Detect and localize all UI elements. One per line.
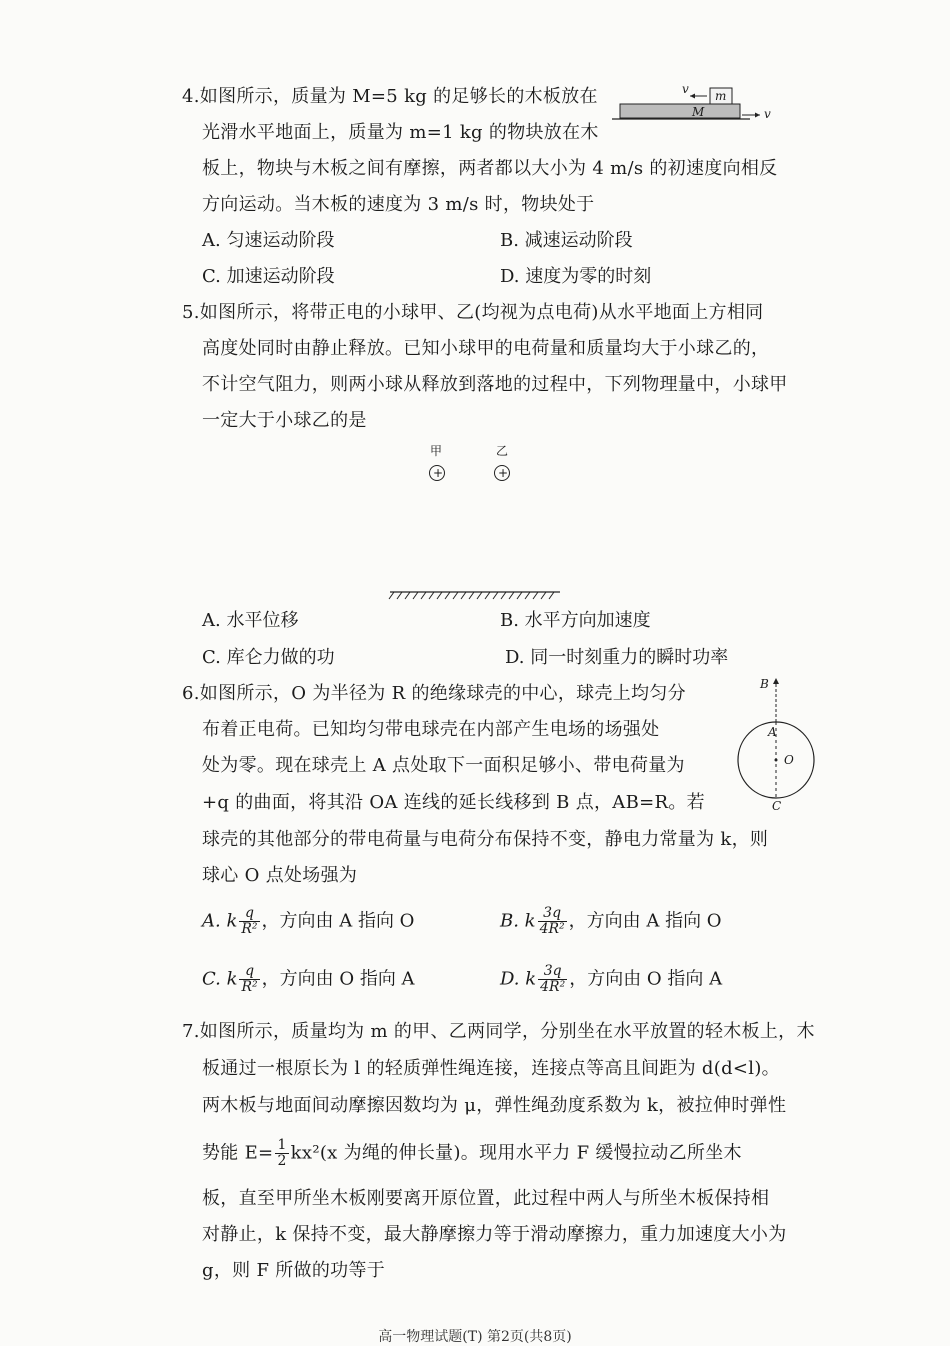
q7-l4-prefix: 势能 E= [202, 1142, 274, 1164]
q7-line5: 板，直至甲所坐木板刚要离开原位置，此过程中两人与所坐木板保持相 [202, 1188, 770, 1209]
page-footer: 高一物理试题(T) 第2页(共8页) [378, 1329, 572, 1345]
q4-line2: 光滑水平地面上，质量为 m=1 kg 的物块放在木 [202, 122, 599, 143]
q6-d-fraction [538, 964, 567, 995]
hatch-mark [389, 592, 394, 599]
q6-a-suffix: ，方向由 A 指向 O [261, 910, 415, 932]
q5-option-c: C. 库仑力做的功 [202, 647, 335, 668]
q7-line6: 对静止，k 保持不变，最大静摩擦力等于滑动摩擦力，重力加速度大小为 [202, 1224, 787, 1245]
hatch-mark [413, 592, 418, 599]
q6-option-a [202, 906, 414, 937]
q4-line3: 板上，物块与木板之间有摩擦，两者都以大小为 4 m/s 的初速度向相反 [202, 158, 778, 179]
q6-option-b [500, 906, 722, 937]
q6-c-suffix: ，方向由 O 指向 A [261, 968, 415, 990]
q7-l4-num: 1 [277, 1137, 287, 1153]
arrow-B-head [773, 678, 779, 684]
q4-option-d: D. 速度为零的时刻 [500, 266, 652, 287]
q5-option-a: A. 水平位移 [202, 610, 299, 631]
label-jia: 甲 [430, 444, 443, 458]
hatch-mark [397, 592, 402, 599]
q4-figure [610, 82, 780, 142]
q7-line1: 7.如图所示，质量均为 m 的甲、乙两同学，分别坐在水平放置的轻木板上，木 [182, 1021, 815, 1042]
q6-line3: 处为零。现在球壳上 A 点处取下一面积足够小、带电荷量为 [202, 755, 685, 776]
hatch-mark [445, 592, 450, 599]
hatch-mark [549, 592, 554, 599]
block-arrow-head [690, 94, 695, 99]
q5-line3: 不计空气阻力，则两小球从释放到落地的过程中，下列物理量中，小球甲 [202, 374, 788, 395]
q6-b-suffix: ，方向由 A 指向 O [568, 910, 722, 932]
q6-a-fraction [239, 906, 259, 937]
q4-option-c: C. 加速运动阶段 [202, 266, 335, 287]
ball-jia-plus: + [433, 466, 444, 480]
hatch-mark [477, 592, 482, 599]
label-C: C [772, 799, 782, 813]
q7-l4-suffix: kx²(x 为绳的伸长量)。现用水平力 F 缓慢拉动乙所坐木 [290, 1142, 742, 1164]
hatch-mark [405, 592, 410, 599]
q5-line1: 5.如图所示，将带正电的小球甲、乙(均视为点电荷)从水平地面上方相同 [182, 302, 764, 323]
q4-option-b: B. 减速运动阶段 [500, 230, 633, 251]
hatch-mark [429, 592, 434, 599]
ball-yi-plus: + [498, 466, 509, 480]
hatch-mark [493, 592, 498, 599]
q6-b-num: 3q [538, 906, 567, 922]
q7-line2: 板通过一根原长为 l 的轻质弹性绳连接，连接点等高且间距为 d(d<l)。 [202, 1058, 780, 1079]
q4-line1: 4.如图所示，质量为 M=5 kg 的足够长的木板放在 [182, 86, 598, 107]
q6-option-d [500, 964, 722, 995]
q6-a-den: R² [241, 921, 258, 937]
label-B: B [760, 677, 769, 691]
label-m: m [715, 89, 727, 103]
q6-line6: 球心 O 点处场强为 [202, 865, 358, 886]
hatch-mark [485, 592, 490, 599]
hatch-mark [517, 592, 522, 599]
q5-option-d: D. 同一时刻重力的瞬时功率 [505, 647, 729, 668]
center-O [775, 759, 778, 762]
hatch-mark [509, 592, 514, 599]
q4-line4: 方向运动。当木板的速度为 3 m/s 时，物块处于 [202, 194, 595, 215]
q6-a-prefix: A. k [202, 910, 238, 932]
label-O: O [784, 753, 794, 767]
q7-l4-den: 2 [277, 1153, 287, 1169]
q7-line4 [202, 1138, 742, 1169]
q6-d-den: 4R² [540, 979, 566, 995]
label-v-left: v [682, 82, 689, 96]
q6-c-num: q [239, 964, 259, 980]
hatch-mark [541, 592, 546, 599]
ground-hatch [389, 592, 554, 599]
hatch-mark [437, 592, 442, 599]
q6-line1: 6.如图所示，O 为半径为 R 的绝缘球壳的中心，球壳上均匀分 [182, 683, 686, 704]
q7-line3: 两木板与地面间动摩擦因数均为 μ，弹性绳劲度系数为 k，被拉伸时弹性 [202, 1095, 787, 1116]
hatch-mark [421, 592, 426, 599]
hatch-mark [533, 592, 538, 599]
q5-line4: 一定大于小球乙的是 [202, 410, 367, 431]
q6-d-suffix: ，方向由 O 指向 A [569, 968, 723, 990]
label-yi: 乙 [496, 444, 509, 458]
q6-b-den: 4R² [539, 921, 565, 937]
hatch-mark [453, 592, 458, 599]
q6-d-prefix: D. k [500, 968, 537, 990]
q5-figure [380, 440, 580, 605]
q6-d-num: 3q [538, 964, 567, 980]
q6-a-num: q [239, 906, 259, 922]
q6-b-fraction [538, 906, 567, 937]
q6-line4: +q 的曲面，将其沿 OA 连线的延长线移到 B 点，AB=R。若 [202, 792, 705, 813]
q5-option-b: B. 水平方向加速度 [500, 610, 651, 631]
board-arrow-head [755, 113, 760, 118]
q6-c-prefix: C. k [202, 968, 238, 990]
board-M [620, 104, 740, 118]
q6-c-fraction [239, 964, 259, 995]
q6-option-c [202, 964, 415, 995]
label-M: M [692, 105, 705, 119]
hatch-mark [525, 592, 530, 599]
q6-c-den: R² [241, 979, 258, 995]
hatch-mark [461, 592, 466, 599]
q5-line2: 高度处同时由静止释放。已知小球甲的电荷量和质量均大于小球乙的， [202, 338, 770, 359]
q4-option-a: A. 匀速运动阶段 [202, 230, 335, 251]
hatch-mark [501, 592, 506, 599]
q6-figure [732, 674, 832, 814]
q6-line2: 布着正电荷。已知均匀带电球壳在内部产生电场的场强处 [202, 719, 660, 740]
q6-line5: 球壳的其他部分的带电荷量与电荷分布保持不变，静电力常量为 k，则 [202, 829, 769, 850]
q6-b-prefix: B. k [500, 910, 536, 932]
q7-line7: g，则 F 所做的功等于 [202, 1260, 386, 1281]
q7-l4-fraction [275, 1138, 288, 1169]
hatch-mark [469, 592, 474, 599]
label-A: A [768, 725, 777, 739]
label-v-right: v [764, 107, 771, 121]
